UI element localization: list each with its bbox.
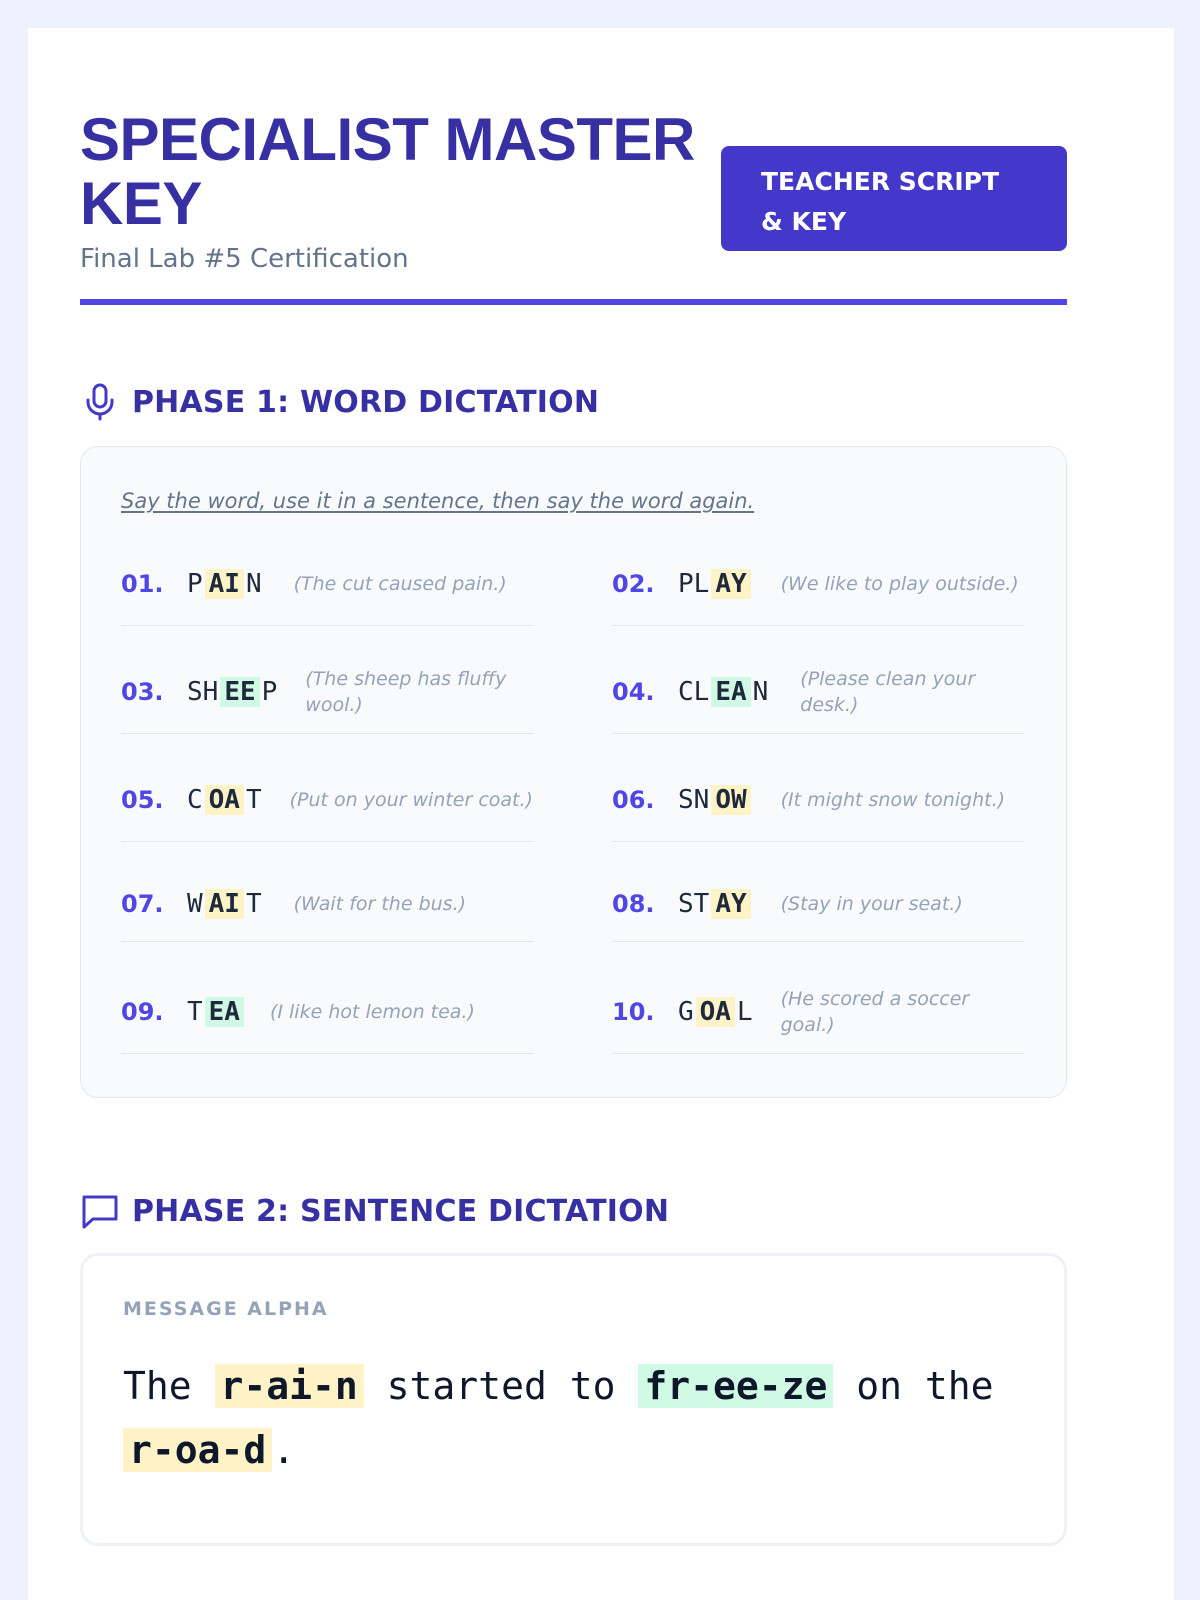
dictation-word xyxy=(676,997,755,1027)
word-number: 02. xyxy=(612,569,655,598)
dictation-instruction: Say the word, use it in a sentence, then say the word again. xyxy=(121,489,755,513)
page-subtitle: Final Lab #5 Certification xyxy=(80,244,409,274)
example-sentence: (Please clean your desk.) xyxy=(800,667,976,716)
example-sentence: (It might snow tonight.) xyxy=(780,788,1006,811)
word-letters: N xyxy=(245,568,262,599)
microphone-icon xyxy=(80,382,120,422)
phase2-heading xyxy=(80,1189,669,1233)
word-item xyxy=(612,970,1024,1054)
word-letters: T xyxy=(245,888,262,919)
dictation-word xyxy=(185,569,264,599)
vowel-team-highlight: OA xyxy=(696,997,735,1027)
word-letters: SN xyxy=(678,784,710,815)
segmented-word: r-ai-n xyxy=(215,1364,364,1408)
word-number: 06. xyxy=(612,785,655,814)
example-sentence: (I like hot lemon tea.) xyxy=(269,1000,475,1023)
sentence-text: The xyxy=(123,1364,215,1408)
word-item xyxy=(121,542,533,626)
word-letters: L xyxy=(736,996,753,1027)
vowel-team-highlight: OA xyxy=(205,785,244,815)
word-item xyxy=(612,650,1024,734)
phase1-title: PHASE 1: WORD DICTATION xyxy=(132,384,600,420)
dictation-word xyxy=(185,677,279,707)
word-number: 07. xyxy=(121,889,164,918)
word-item xyxy=(612,758,1024,842)
vowel-team-highlight: AI xyxy=(205,569,244,599)
segmented-word: r-oa-d xyxy=(123,1428,272,1472)
phase2-title: PHASE 2: SENTENCE DICTATION xyxy=(132,1193,670,1229)
dictation-word xyxy=(676,785,751,815)
example-sentence: (The cut caused pain.) xyxy=(293,572,507,595)
example-sentence: (He scored a soccer goal.) xyxy=(780,987,970,1036)
word-letters: T xyxy=(187,996,203,1027)
word-letters: P xyxy=(261,676,278,707)
word-letters: N xyxy=(752,676,769,707)
sentence-dictation-panel xyxy=(80,1253,1067,1546)
teacher-key-badge: TEACHER SCRIPT & KEY xyxy=(721,146,1067,251)
word-number: 05. xyxy=(121,785,164,814)
word-item xyxy=(121,758,533,842)
segmented-word: fr-ee-ze xyxy=(638,1364,833,1408)
word-number: 10. xyxy=(612,997,655,1026)
word-number: 04. xyxy=(612,677,655,706)
vowel-team-highlight: EE xyxy=(220,677,259,707)
dictation-word xyxy=(676,889,751,919)
word-letters: P xyxy=(187,568,203,599)
word-item xyxy=(121,650,533,734)
example-sentence: (Stay in your seat.) xyxy=(780,892,963,915)
word-number: 01. xyxy=(121,569,164,598)
dictation-word xyxy=(185,785,264,815)
word-number: 09. xyxy=(121,997,164,1026)
phase1-heading xyxy=(80,380,599,424)
example-sentence: (We like to play outside.) xyxy=(780,572,1019,595)
word-letters: W xyxy=(187,888,203,919)
word-letters: CL xyxy=(678,676,710,707)
word-number: 03. xyxy=(121,677,164,706)
word-number: 08. xyxy=(612,889,655,918)
vowel-team-highlight: EA xyxy=(205,997,244,1027)
vowel-team-highlight: OW xyxy=(711,785,750,815)
word-item xyxy=(612,542,1024,626)
page-header xyxy=(80,80,1067,300)
word-dictation-panel xyxy=(80,446,1067,1098)
dictation-word xyxy=(676,569,751,599)
word-letters: PL xyxy=(678,568,710,599)
vowel-team-highlight: AI xyxy=(205,889,244,919)
word-item xyxy=(121,866,533,942)
dictation-word xyxy=(185,889,264,919)
dictation-word xyxy=(676,677,770,707)
header-divider xyxy=(80,299,1067,305)
word-letters: T xyxy=(245,784,262,815)
dictation-word xyxy=(185,997,244,1027)
vowel-team-highlight: AY xyxy=(711,569,750,599)
word-item xyxy=(121,970,533,1054)
word-letters: C xyxy=(187,784,203,815)
word-item xyxy=(612,866,1024,942)
sentence-text: on the xyxy=(833,1364,1017,1408)
word-letters: ST xyxy=(678,888,710,919)
dictation-sentence xyxy=(123,1354,1023,1482)
speech-bubble-icon xyxy=(80,1191,120,1231)
example-sentence: (The sheep has fluffy wool.) xyxy=(305,667,507,716)
word-letters: SH xyxy=(187,676,219,707)
sentence-text: started to xyxy=(363,1364,639,1408)
example-sentence: (Put on your winter coat.) xyxy=(289,788,533,811)
example-sentence: (Wait for the bus.) xyxy=(293,892,467,915)
sentence-text: . xyxy=(272,1428,296,1472)
page-title: SPECIALIST MASTER KEY xyxy=(80,106,695,237)
word-letters: G xyxy=(678,996,694,1027)
message-label: MESSAGE ALPHA xyxy=(123,1298,329,1320)
vowel-team-highlight: EA xyxy=(711,677,750,707)
vowel-team-highlight: AY xyxy=(711,889,750,919)
